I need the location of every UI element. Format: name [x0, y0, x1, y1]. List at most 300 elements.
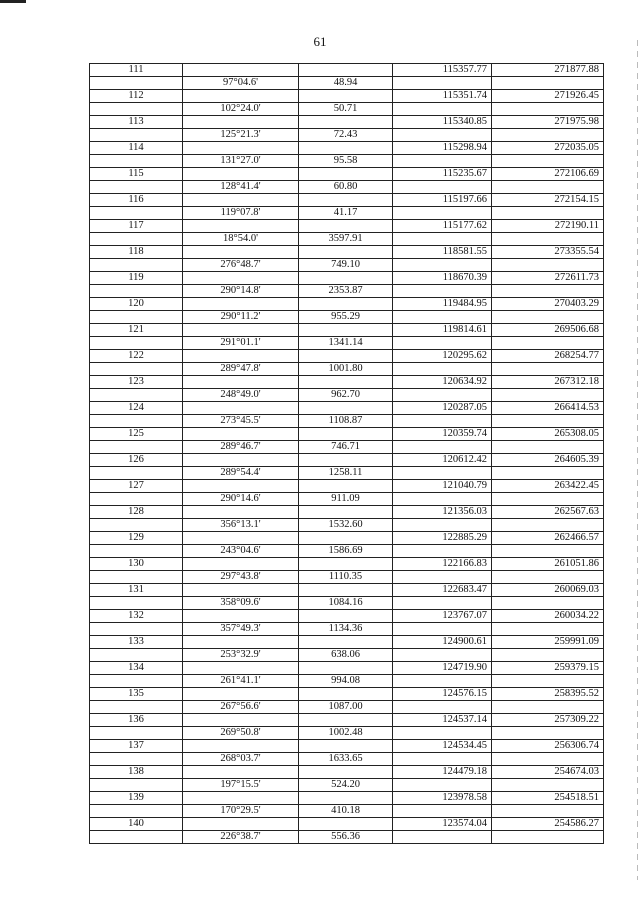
empty-cell	[492, 727, 604, 740]
empty-cell	[492, 597, 604, 610]
point-row	[90, 714, 604, 727]
empty-cell	[393, 805, 492, 818]
empty-cell	[299, 116, 393, 129]
point-number: 139	[90, 792, 183, 805]
scan-mark	[0, 0, 26, 3]
empty-cell	[492, 389, 604, 402]
empty-cell	[299, 194, 393, 207]
segment-length: 955.29	[299, 311, 393, 324]
empty-cell	[393, 779, 492, 792]
empty-cell	[90, 727, 183, 740]
empty-cell	[183, 246, 299, 259]
empty-cell	[492, 155, 604, 168]
segment-length: 1002.48	[299, 727, 393, 740]
empty-cell	[299, 168, 393, 181]
empty-cell	[183, 480, 299, 493]
segment-length: 746.71	[299, 441, 393, 454]
segment-length: 48.94	[299, 77, 393, 90]
empty-cell	[393, 155, 492, 168]
direction-angle: 289°54.4'	[183, 467, 299, 480]
segment-length: 556.36	[299, 831, 393, 844]
empty-cell	[299, 298, 393, 311]
empty-cell	[492, 207, 604, 220]
empty-cell	[90, 337, 183, 350]
empty-cell	[393, 129, 492, 142]
empty-cell	[492, 77, 604, 90]
segment-row	[90, 753, 604, 766]
page-number: 61	[313, 34, 327, 49]
empty-cell	[393, 727, 492, 740]
coordinate-x: 115340.85	[393, 116, 492, 129]
empty-cell	[90, 545, 183, 558]
empty-cell	[492, 805, 604, 818]
point-number: 118	[90, 246, 183, 259]
coordinate-x: 115177.62	[393, 220, 492, 233]
coordinate-y: 265308.05	[492, 428, 604, 441]
point-number: 134	[90, 662, 183, 675]
coordinate-x: 115197.66	[393, 194, 492, 207]
coordinate-y: 269506.68	[492, 324, 604, 337]
segment-row	[90, 519, 604, 532]
segment-length: 749.10	[299, 259, 393, 272]
coordinate-y: 259991.09	[492, 636, 604, 649]
direction-angle: 102°24.0'	[183, 103, 299, 116]
empty-cell	[393, 623, 492, 636]
segment-length: 1084.16	[299, 597, 393, 610]
coordinate-y: 263422.45	[492, 480, 604, 493]
coordinate-x: 119484.95	[393, 298, 492, 311]
point-number: 114	[90, 142, 183, 155]
empty-cell	[90, 779, 183, 792]
coordinate-y: 260069.03	[492, 584, 604, 597]
empty-cell	[492, 181, 604, 194]
coordinate-y: 271877.88	[492, 64, 604, 77]
empty-cell	[299, 714, 393, 727]
segment-row	[90, 701, 604, 714]
coordinate-y: 270403.29	[492, 298, 604, 311]
direction-angle: 131°27.0'	[183, 155, 299, 168]
point-row	[90, 402, 604, 415]
empty-cell	[299, 402, 393, 415]
coordinate-y: 262567.63	[492, 506, 604, 519]
empty-cell	[492, 571, 604, 584]
direction-angle: 297°43.8'	[183, 571, 299, 584]
empty-cell	[90, 623, 183, 636]
empty-cell	[183, 350, 299, 363]
point-row	[90, 558, 604, 571]
segment-length: 72.43	[299, 129, 393, 142]
point-number: 124	[90, 402, 183, 415]
empty-cell	[492, 545, 604, 558]
segment-row	[90, 649, 604, 662]
coordinate-x: 115351.74	[393, 90, 492, 103]
coordinate-x: 123574.04	[393, 818, 492, 831]
point-number: 112	[90, 90, 183, 103]
segment-row	[90, 233, 604, 246]
point-row	[90, 220, 604, 233]
coordinate-x: 122166.83	[393, 558, 492, 571]
empty-cell	[90, 155, 183, 168]
coordinate-x: 122885.29	[393, 532, 492, 545]
point-number: 138	[90, 766, 183, 779]
empty-cell	[183, 64, 299, 77]
empty-cell	[90, 649, 183, 662]
empty-cell	[183, 740, 299, 753]
coordinate-y: 264605.39	[492, 454, 604, 467]
point-row	[90, 194, 604, 207]
point-row	[90, 116, 604, 129]
segment-length: 1134.36	[299, 623, 393, 636]
empty-cell	[183, 90, 299, 103]
empty-cell	[299, 90, 393, 103]
point-number: 128	[90, 506, 183, 519]
point-row	[90, 532, 604, 545]
empty-cell	[393, 311, 492, 324]
scan-edge	[637, 40, 638, 880]
empty-cell	[299, 376, 393, 389]
empty-cell	[183, 558, 299, 571]
empty-cell	[183, 220, 299, 233]
segment-length: 1341.14	[299, 337, 393, 350]
coordinate-x: 124576.15	[393, 688, 492, 701]
empty-cell	[299, 818, 393, 831]
direction-angle: 290°11.2'	[183, 311, 299, 324]
point-row	[90, 142, 604, 155]
direction-angle: 356°13.1'	[183, 519, 299, 532]
empty-cell	[393, 259, 492, 272]
empty-cell	[183, 402, 299, 415]
empty-cell	[492, 103, 604, 116]
point-number: 115	[90, 168, 183, 181]
coordinate-y: 259379.15	[492, 662, 604, 675]
coordinate-x: 118581.55	[393, 246, 492, 259]
empty-cell	[393, 831, 492, 844]
point-row	[90, 454, 604, 467]
point-row	[90, 272, 604, 285]
point-row	[90, 168, 604, 181]
empty-cell	[299, 610, 393, 623]
segment-length: 95.58	[299, 155, 393, 168]
coordinate-y: 254586.27	[492, 818, 604, 831]
direction-angle: 128°41.4'	[183, 181, 299, 194]
point-row	[90, 766, 604, 779]
coordinate-y: 272611.73	[492, 272, 604, 285]
empty-cell	[393, 441, 492, 454]
point-row	[90, 818, 604, 831]
segment-length: 994.08	[299, 675, 393, 688]
empty-cell	[299, 688, 393, 701]
coordinate-y: 272035.05	[492, 142, 604, 155]
segment-length: 50.71	[299, 103, 393, 116]
coordinate-y: 267312.18	[492, 376, 604, 389]
coordinate-y: 262466.57	[492, 532, 604, 545]
empty-cell	[393, 467, 492, 480]
point-row	[90, 324, 604, 337]
segment-length: 41.17	[299, 207, 393, 220]
empty-cell	[299, 636, 393, 649]
point-row	[90, 662, 604, 675]
empty-cell	[90, 701, 183, 714]
segment-row	[90, 493, 604, 506]
empty-cell	[492, 779, 604, 792]
direction-angle: 358°09.6'	[183, 597, 299, 610]
empty-cell	[183, 506, 299, 519]
empty-cell	[90, 753, 183, 766]
direction-angle: 273°45.5'	[183, 415, 299, 428]
empty-cell	[299, 506, 393, 519]
point-row	[90, 740, 604, 753]
empty-cell	[393, 545, 492, 558]
empty-cell	[299, 272, 393, 285]
empty-cell	[299, 64, 393, 77]
coordinate-y: 266414.53	[492, 402, 604, 415]
empty-cell	[393, 103, 492, 116]
empty-cell	[90, 467, 183, 480]
coordinate-x: 124537.14	[393, 714, 492, 727]
segment-row	[90, 545, 604, 558]
direction-angle: 119°07.8'	[183, 207, 299, 220]
coordinate-x: 123978.58	[393, 792, 492, 805]
segment-row	[90, 103, 604, 116]
direction-angle: 357°49.3'	[183, 623, 299, 636]
empty-cell	[393, 701, 492, 714]
empty-cell	[299, 428, 393, 441]
coordinate-y: 272106.69	[492, 168, 604, 181]
coordinate-y: 261051.86	[492, 558, 604, 571]
point-number: 120	[90, 298, 183, 311]
empty-cell	[183, 272, 299, 285]
empty-cell	[183, 532, 299, 545]
empty-cell	[183, 376, 299, 389]
segment-row	[90, 311, 604, 324]
direction-angle: 197°15.5'	[183, 779, 299, 792]
empty-cell	[393, 649, 492, 662]
segment-length: 60.80	[299, 181, 393, 194]
segment-length: 410.18	[299, 805, 393, 818]
coordinates-table-body	[90, 64, 604, 844]
segment-row	[90, 337, 604, 350]
empty-cell	[183, 584, 299, 597]
point-number: 122	[90, 350, 183, 363]
coordinate-x: 124719.90	[393, 662, 492, 675]
empty-cell	[492, 311, 604, 324]
empty-cell	[90, 675, 183, 688]
empty-cell	[183, 194, 299, 207]
point-number: 140	[90, 818, 183, 831]
segment-row	[90, 441, 604, 454]
empty-cell	[393, 337, 492, 350]
coordinate-y: 268254.77	[492, 350, 604, 363]
empty-cell	[393, 181, 492, 194]
segment-row	[90, 623, 604, 636]
segment-row	[90, 805, 604, 818]
point-row	[90, 64, 604, 77]
empty-cell	[393, 597, 492, 610]
point-row	[90, 688, 604, 701]
point-number: 123	[90, 376, 183, 389]
empty-cell	[299, 480, 393, 493]
coordinate-y: 257309.22	[492, 714, 604, 727]
direction-angle: 290°14.8'	[183, 285, 299, 298]
point-number: 131	[90, 584, 183, 597]
empty-cell	[183, 818, 299, 831]
empty-cell	[299, 454, 393, 467]
coordinate-y: 273355.54	[492, 246, 604, 259]
coordinate-x: 118670.39	[393, 272, 492, 285]
empty-cell	[492, 337, 604, 350]
point-row	[90, 246, 604, 259]
empty-cell	[393, 389, 492, 402]
empty-cell	[492, 285, 604, 298]
empty-cell	[90, 363, 183, 376]
direction-angle: 268°03.7'	[183, 753, 299, 766]
segment-row	[90, 597, 604, 610]
empty-cell	[492, 415, 604, 428]
direction-angle: 291°01.1'	[183, 337, 299, 350]
coordinate-y: 254518.51	[492, 792, 604, 805]
segment-row	[90, 727, 604, 740]
empty-cell	[393, 519, 492, 532]
segment-row	[90, 831, 604, 844]
empty-cell	[299, 662, 393, 675]
empty-cell	[299, 792, 393, 805]
direction-angle: 269°50.8'	[183, 727, 299, 740]
coordinate-x: 122683.47	[393, 584, 492, 597]
coordinate-x: 115298.94	[393, 142, 492, 155]
empty-cell	[492, 701, 604, 714]
point-number: 129	[90, 532, 183, 545]
empty-cell	[183, 454, 299, 467]
empty-cell	[299, 558, 393, 571]
empty-cell	[492, 831, 604, 844]
direction-angle: 97°04.6'	[183, 77, 299, 90]
point-number: 121	[90, 324, 183, 337]
point-number: 126	[90, 454, 183, 467]
direction-angle: 290°14.6'	[183, 493, 299, 506]
empty-cell	[90, 571, 183, 584]
segment-length: 1258.11	[299, 467, 393, 480]
empty-cell	[299, 142, 393, 155]
segment-length: 638.06	[299, 649, 393, 662]
coordinate-y: 256306.74	[492, 740, 604, 753]
empty-cell	[492, 129, 604, 142]
empty-cell	[90, 259, 183, 272]
point-number: 132	[90, 610, 183, 623]
empty-cell	[299, 246, 393, 259]
coordinate-y: 272190.11	[492, 220, 604, 233]
empty-cell	[183, 168, 299, 181]
empty-cell	[90, 441, 183, 454]
empty-cell	[492, 441, 604, 454]
empty-cell	[183, 688, 299, 701]
empty-cell	[183, 142, 299, 155]
direction-angle: 253°32.9'	[183, 649, 299, 662]
empty-cell	[299, 532, 393, 545]
empty-cell	[393, 415, 492, 428]
empty-cell	[90, 597, 183, 610]
direction-angle: 289°46.7'	[183, 441, 299, 454]
coordinate-x: 124534.45	[393, 740, 492, 753]
direction-angle: 261°41.1'	[183, 675, 299, 688]
empty-cell	[299, 350, 393, 363]
empty-cell	[90, 831, 183, 844]
empty-cell	[492, 753, 604, 766]
coordinate-x: 123767.07	[393, 610, 492, 623]
coordinate-x: 121040.79	[393, 480, 492, 493]
point-row	[90, 376, 604, 389]
segment-row	[90, 389, 604, 402]
point-number: 136	[90, 714, 183, 727]
direction-angle: 170°29.5'	[183, 805, 299, 818]
point-row	[90, 350, 604, 363]
point-row	[90, 428, 604, 441]
point-row	[90, 792, 604, 805]
point-number: 113	[90, 116, 183, 129]
empty-cell	[492, 675, 604, 688]
segment-length: 1087.00	[299, 701, 393, 714]
empty-cell	[183, 298, 299, 311]
direction-angle: 267°56.6'	[183, 701, 299, 714]
empty-cell	[393, 493, 492, 506]
coordinate-x: 120634.92	[393, 376, 492, 389]
segment-row	[90, 181, 604, 194]
empty-cell	[393, 285, 492, 298]
segment-row	[90, 129, 604, 142]
empty-cell	[393, 77, 492, 90]
empty-cell	[90, 181, 183, 194]
point-number: 130	[90, 558, 183, 571]
empty-cell	[393, 233, 492, 246]
empty-cell	[299, 740, 393, 753]
segment-row	[90, 259, 604, 272]
segment-length: 3597.91	[299, 233, 393, 246]
coordinate-x: 120287.05	[393, 402, 492, 415]
segment-row	[90, 675, 604, 688]
point-number: 137	[90, 740, 183, 753]
point-number: 117	[90, 220, 183, 233]
point-number: 125	[90, 428, 183, 441]
empty-cell	[393, 675, 492, 688]
empty-cell	[183, 324, 299, 337]
segment-row	[90, 779, 604, 792]
coordinate-x: 119814.61	[393, 324, 492, 337]
direction-angle: 226°38.7'	[183, 831, 299, 844]
point-number: 135	[90, 688, 183, 701]
empty-cell	[393, 571, 492, 584]
empty-cell	[90, 129, 183, 142]
segment-row	[90, 571, 604, 584]
coordinates-table	[89, 63, 604, 844]
empty-cell	[492, 649, 604, 662]
point-number: 127	[90, 480, 183, 493]
point-number: 116	[90, 194, 183, 207]
point-row	[90, 506, 604, 519]
segment-row	[90, 155, 604, 168]
point-row	[90, 480, 604, 493]
coordinate-x: 120612.42	[393, 454, 492, 467]
coordinate-y: 271975.98	[492, 116, 604, 129]
segment-length: 1633.65	[299, 753, 393, 766]
empty-cell	[299, 766, 393, 779]
empty-cell	[90, 77, 183, 90]
empty-cell	[492, 467, 604, 480]
segment-length: 1110.35	[299, 571, 393, 584]
coordinate-y: 271926.45	[492, 90, 604, 103]
empty-cell	[492, 363, 604, 376]
empty-cell	[492, 623, 604, 636]
point-row	[90, 90, 604, 103]
empty-cell	[393, 207, 492, 220]
